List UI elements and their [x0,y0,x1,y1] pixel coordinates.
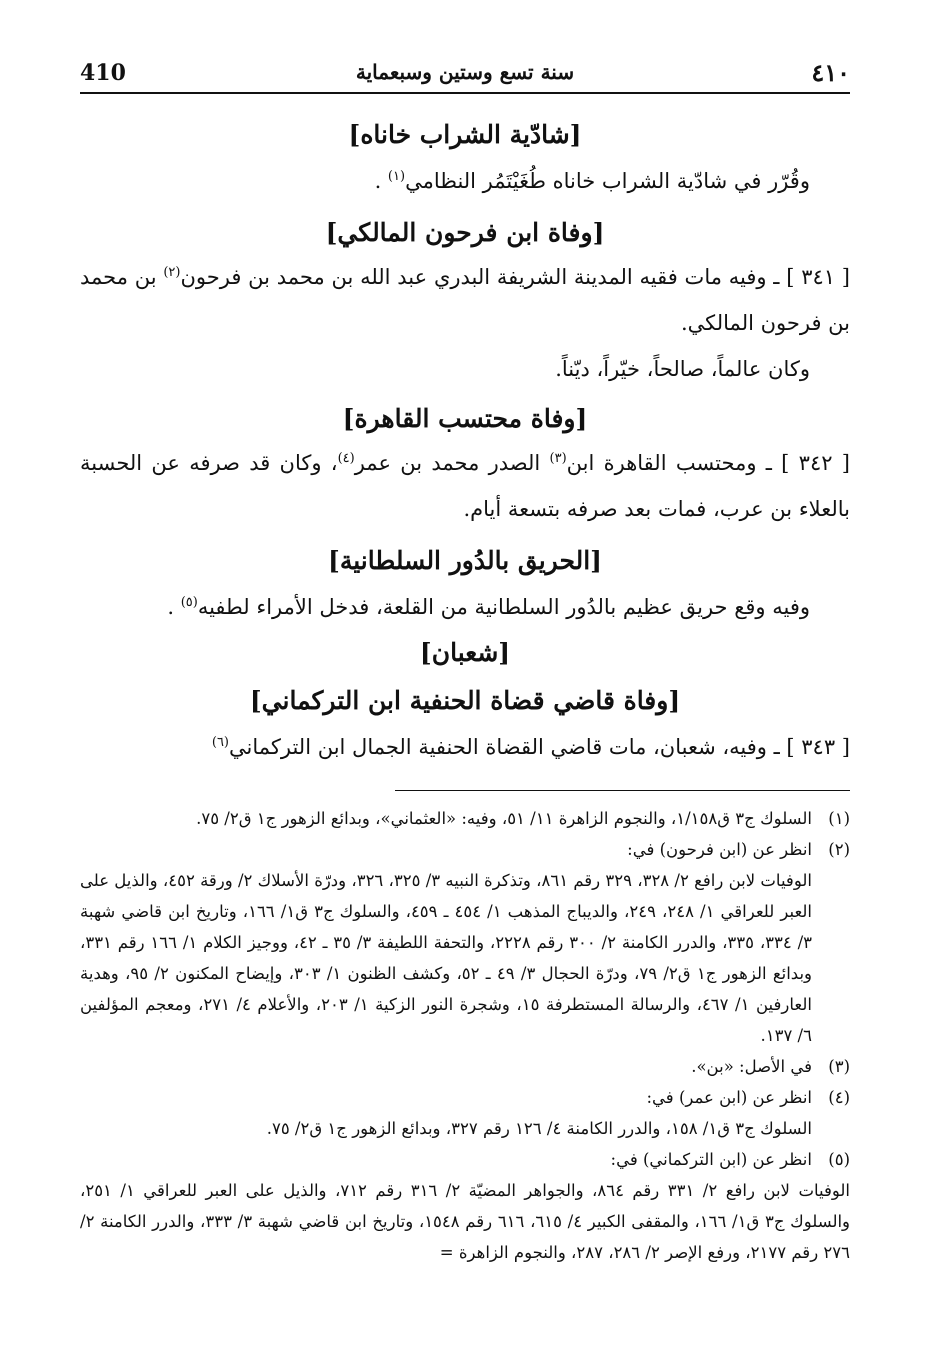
footnote-number: (١) [828,809,850,828]
running-header [80,52,850,94]
page-number-latin: 410 [80,60,126,86]
paragraph: [ ٣٤١ ] ـ وفيه مات فقيه المدينة الشريفة البدري عبد الله بن محمد بن فرحون$^{(٢)}$ بن محمد بن فرحون المالكي. [80,265,850,335]
section-heading: [وفاة محتسب القاهرة] [342,404,588,433]
month-heading: [شعبان] [419,638,511,667]
paragraph: [ ٣٤٢ ] ـ ومحتسب القاهرة ابن$^{(٣)}$ الصدر محمد بن عمر$^{(٤)}$، وكان قد صرفه عن الحسبة بالعلاء بن عرب، فمات بعد صرفه بتسعة أيام. [80,451,850,521]
footnote-ref: (١) [387,169,406,184]
footnote-ref: (٣) [549,451,567,466]
footnote-body: الوفيات لابن رافع ٢/ ٣٣١ رقم ٨٦٤، والجواهر المضيّة ٢/ ٣١٦ رقم ٧١٢، والذيل على العبر للعراقي ١/ ٢٥١، والسلوك ج٣ ق١/ ١٦٦، والمقفى الكبير ٤/ ٦١٥، ٦١٦ رقم ١٥٤٨، وتاريخ ابن قاضي شهبة ٣/ ٣٣٣، والدرر الكامنة ٢/ ٢٧٦ رقم ٢١٧٧، ورفع الإصر ٢/ ٢٨٦، ٢٨٧، والنجوم الزاهرة = [80,1181,851,1262]
footnote-body: الوفيات لابن رافع ٢/ ٣٢٨، ٣٢٩ رقم ٨٦١، وتذكرة النبيه ٣/ ٣٢٥، ٣٢٦، ودرّة الأسلاك ٢/ ورقة ٤٥٢، والذيل على العبر للعراقي ١/ ٢٤٨، ٢٤٩، والديباج المذهب ١/ ٤٥٤ ـ ٤٥٩، والسلوك ج٣ ق١/ ١٦٦، وتاريخ ابن قاضي شهبة ٣/ ٣٣٤، ٣٣٥، والدرر الكامنة ٢/ ٣٠٠ رقم ٢٢٢٨، والتحفة اللطيفة ٣/ ٣٥ ـ ٤٢، ووجيز الكلام ١/ ١٦٦ رقم ٣٣١، وبدائع الزهور ج١ ق٢/ ٧٩، ودرّة الحجال ٣/ ٤٩ ـ ٥٢، وكشف الظنون ١/ ٣٠٣، وإيضاح المكنون ٢/ ٩٥، وهدية العارفين ١/ ٤٦٧، والرسالة المستطرفة ١٥، وشجرة النور الزكية ١/ ٢٠٣، والأعلام ٤/ ٢٧١، ومعجم المؤلفين ٦/ ١٣٧. [80,871,813,1045]
footnote: (٥)انظر عن (ابن التركماني) في: [80,1144,850,1175]
footnote-ref: (٤) [337,451,355,466]
footnote-number: (٣) [828,1057,850,1076]
footnote-number: (٤) [828,1088,850,1107]
footnote: (٣)في الأصل: «بن». [80,1051,850,1082]
running-title: سنة تسع وستين وسبعماية [355,60,575,84]
footnote-divider [395,790,850,791]
section-heading: [وفاة قاضي قضاة الحنفية ابن التركماني] [249,686,681,715]
main-text [80,118,850,770]
footnote-ref: (٦) [211,735,229,750]
paragraph: وكان عالماً، صالحاً، خيّراً، ديّناً. [555,357,810,381]
footnote-body: السلوك ج٣ ق١/ ١٥٨، والدرر الكامنة ٤/ ١٢٦ رقم ٣٢٧، وبدائع الزهور ج١ ق٢/ ٧٥. [266,1119,812,1138]
footnote-ref: (٥) [180,595,198,610]
footnote: (٢)انظر عن (ابن فرحون) في: [80,834,850,865]
paragraph: وفيه وقع حريق عظيم بالدُور السلطانية من القلعة، فدخل الأمراء لطفيه$^{(٥)}$ . [167,595,810,619]
footnote-ref: (٢) [163,265,181,280]
paragraph: [ ٣٤٣ ] ـ وفيه، شعبان، مات قاضي القضاة الحنفية الجمال ابن التركماني$^{(٦)}$ [211,735,850,759]
footnote-number: (٥) [828,1150,850,1169]
footnotes [80,803,850,1268]
page-number-arabic: ٤١٠ [811,58,850,87]
footnote: (٤)انظر عن (ابن عمر) في: [80,1082,850,1113]
section-heading: [الحريق بالدُور السلطانية] [328,546,602,575]
footnote-number: (٢) [828,840,850,859]
footnote: (١)السلوك ج٣ ق١/١٥٨، والنجوم الزاهرة ١١/ ٥١، وفيه: «العثماني»، وبدائع الزهور ج١ ق٢/ ٧٥. [80,803,850,834]
section-heading: [وفاة ابن فرحون المالكي] [325,218,605,247]
section-heading: [شادّية الشراب خاناه] [348,120,582,149]
paragraph: وقُرّر في شادّية الشراب خاناه طُغَيْتَمُر النظامي$^{(١)}$ . [374,169,810,193]
